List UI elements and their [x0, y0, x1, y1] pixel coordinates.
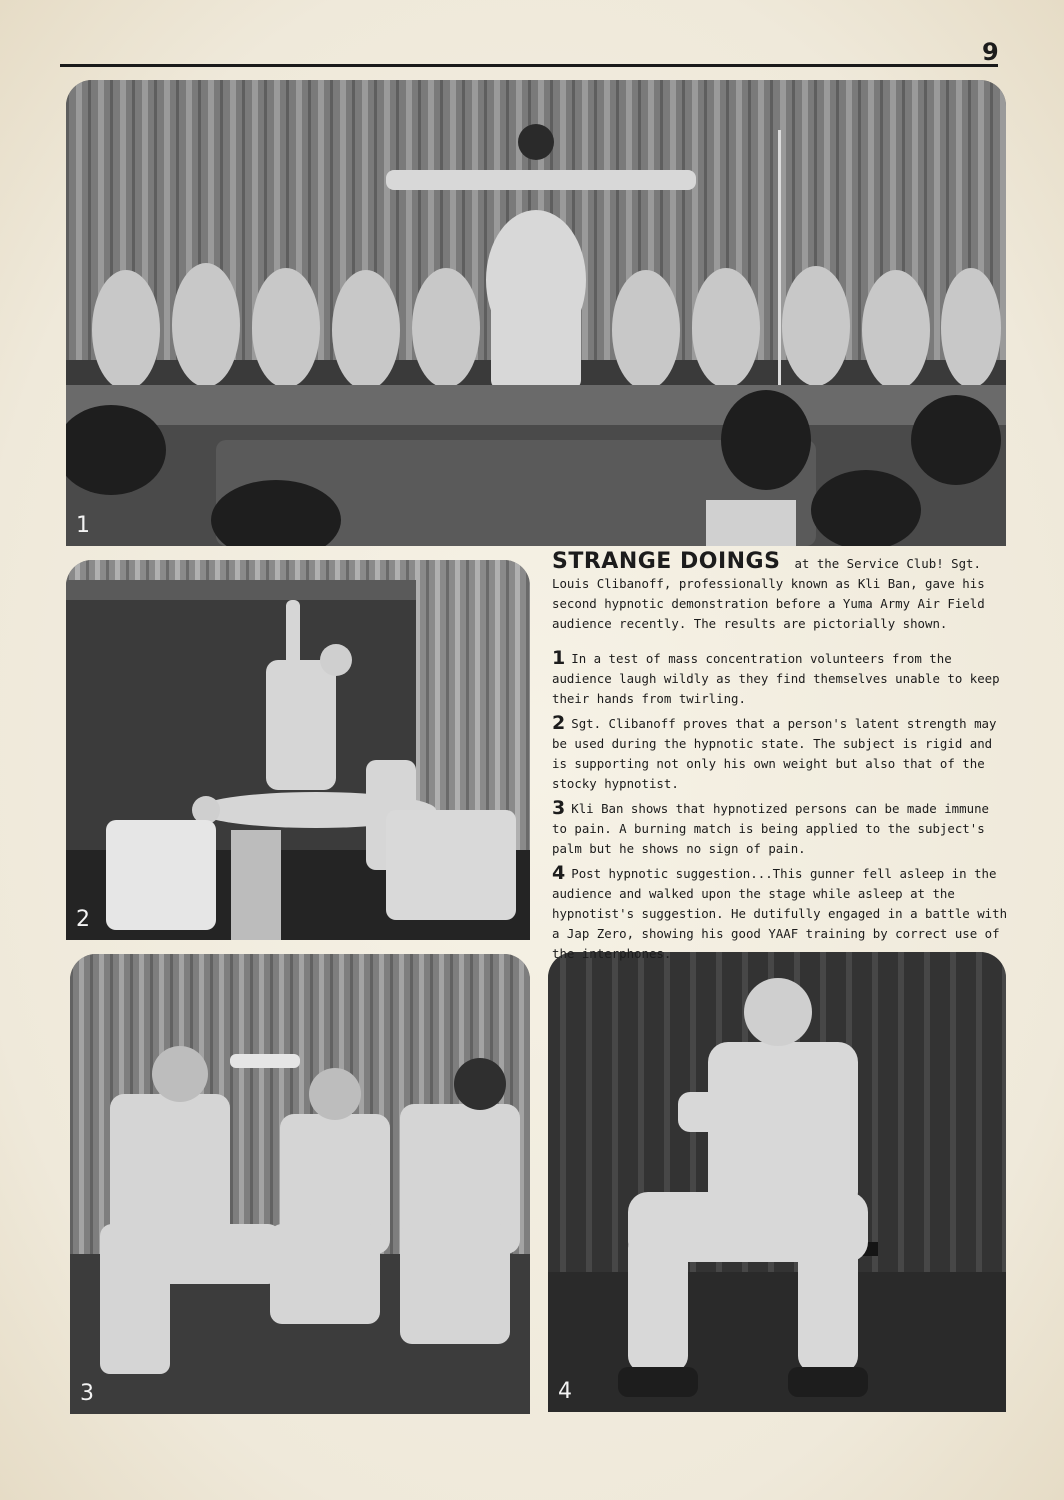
- caption-number: 4: [552, 862, 566, 884]
- human-bridge-photo: [66, 560, 530, 940]
- photo-number: 3: [80, 1381, 94, 1406]
- article-intro: [552, 549, 1008, 634]
- burning-match-photo: [70, 954, 530, 1414]
- caption-item: [552, 798, 1008, 859]
- article: [552, 549, 1008, 968]
- photo-number: 4: [558, 1379, 572, 1404]
- caption-item: [552, 713, 1008, 794]
- photo-number: 2: [76, 907, 90, 932]
- headline: STRANGE DOINGS: [552, 549, 781, 574]
- caption-number: 1: [552, 647, 566, 669]
- caption-text: Kli Ban shows that hypnotized persons can be made immune to pain. A burning match is being applied to the subject's palm but he shows no sign of pain.: [552, 801, 989, 856]
- caption-text: Sgt. Clibanoff proves that a person's latent strength may be used during the hypnotic state. The subject is rigid and is supporting not only his own weight but also that of the stocky hypnotist.: [552, 716, 997, 791]
- caption-item: [552, 648, 1008, 709]
- caption-number: 2: [552, 712, 566, 734]
- intro-text: at the Service Club! Sgt. Louis Clibanoff, professionally known as Kli Ban, gave his second hypnotic demonstration before a Yuma Army Air Field audience recently. The results are pictorially shown.: [552, 556, 985, 631]
- caption-number: 3: [552, 797, 566, 819]
- caption-text: In a test of mass concentration volunteers from the audience laugh wildly as they find themselves unable to keep their hands from twirling.: [552, 651, 1000, 706]
- caption-item: [552, 863, 1008, 964]
- caption-text: Post hypnotic suggestion...This gunner fell asleep in the audience and walked upon the stage while asleep at the hypnotist's suggestion. He dutifully engaged in a battle with a Jap Zero, showing his good YAAF training by correct use of the interphones.: [552, 866, 1008, 961]
- stage-audience-photo: [66, 80, 1006, 546]
- seated-gunner-photo: [548, 952, 1006, 1412]
- page-number: 9: [982, 38, 999, 66]
- photo-number: 1: [76, 513, 90, 538]
- header-rule: [60, 64, 998, 67]
